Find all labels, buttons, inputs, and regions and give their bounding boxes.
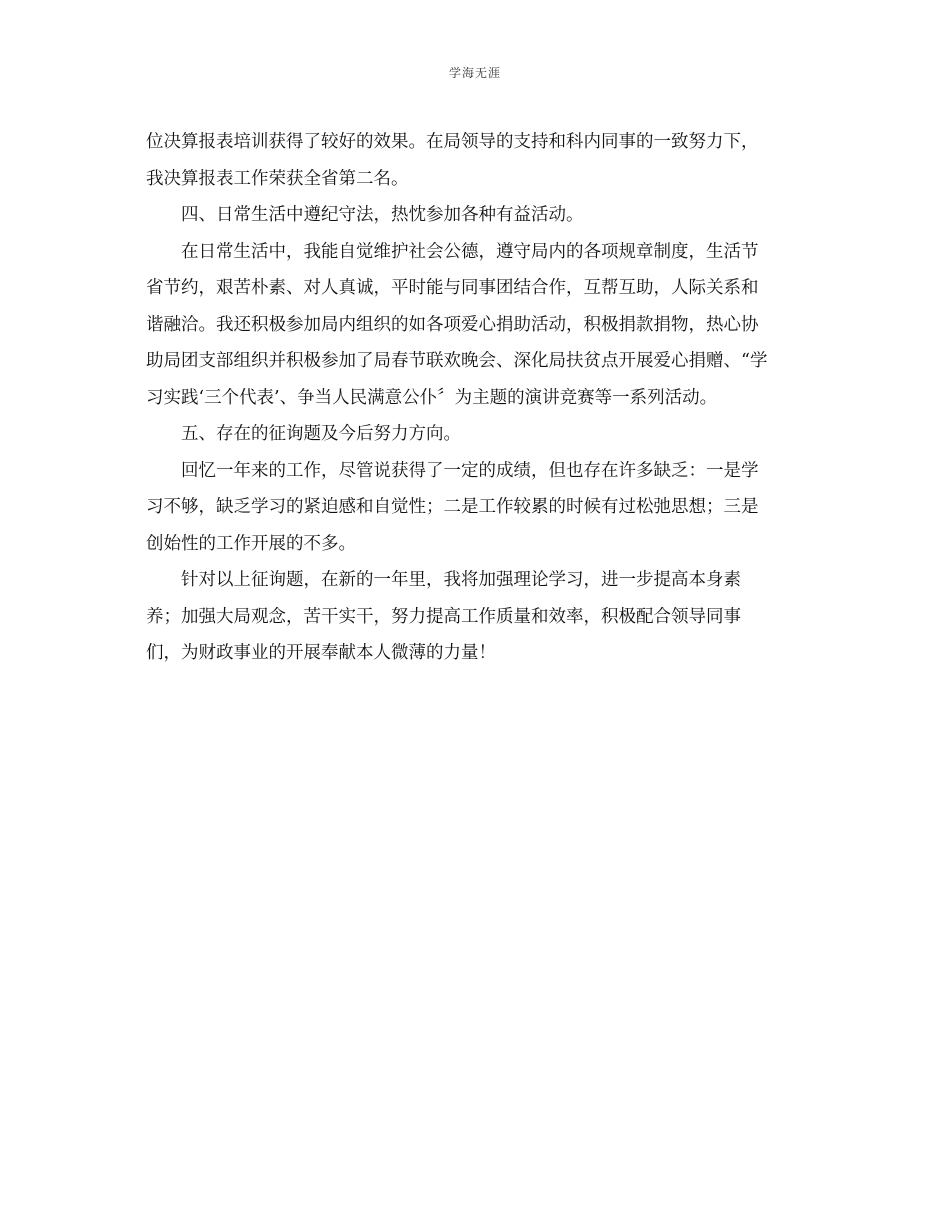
text-line: 在日常生活中，我能自觉维护社会公德，遵守局内的各项规章制度，生活节 [181,241,759,262]
text-line: 我决算报表工作荣获全省第二名。 [146,168,409,189]
text-line: 创始性的工作开展的不多。 [146,533,356,554]
section-heading: 四、日常生活中遵纪守法，热忱参加各种有益活动。 [181,205,584,225]
page-header: 学海无涯 [448,66,501,80]
text-line: 回忆一年来的工作，尽管说获得了一定的成绩，但也存在许多缺乏：一是学 [181,460,759,481]
text-line: 助局团支部组织并积极参加了局春节联欢晚会、深化局扶贫点开展爱心捐赠、“学 [146,351,768,371]
text-line: 养；加强大局观念，苦干实干，努力提高工作质量和效率，积极配合领导同事 [146,606,741,627]
text-line: 省节约，艰苦朴素、对人真诚，平时能与同事团结合作，互帮互助，人际关系和 [146,278,759,298]
text-line: 针对以上征询题，在新的一年里，我将加强理论学习，进一步提高本身素 [181,570,741,590]
text-line: 谐融洽。我还积极参加局内组织的如各项爱心捐助活动，积极捐款捐物，热心协 [146,314,759,335]
text-line: 习不够，缺乏学习的紧迫感和自觉性；二是工作较累的时候有过松弛思想；三是 [146,497,759,517]
text-line: 习实践‘三个代表’、争当人民满意公仆〞为主题的演讲竞赛等一系列活动。 [146,387,718,408]
text-line: 位决算报表培训获得了较好的效果。在局领导的支持和科内同事的一致努力下， [146,132,759,152]
section-heading: 五、存在的征询题及今后努力方向。 [181,424,461,444]
document-body [146,124,814,672]
text-line: 们，为财政事业的开展奉献本人微薄的力量！ [146,643,496,663]
